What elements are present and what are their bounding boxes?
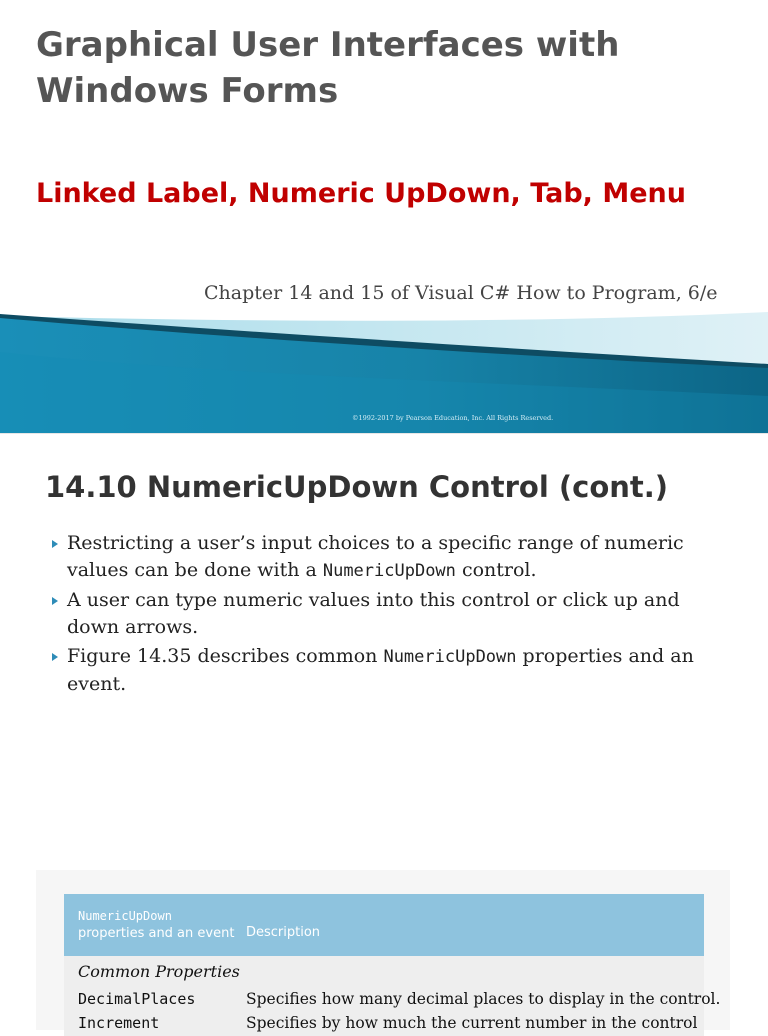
bullet-code: NumericUpDown [383, 647, 517, 667]
title-slide [0, 0, 768, 433]
bullet-text-end: control. [455, 559, 537, 581]
table-header [64, 894, 704, 956]
bullet-arrow-icon [52, 597, 58, 605]
table-section-title: Common Properties [78, 962, 240, 981]
bullet-item [50, 643, 730, 698]
table-cell-description: Specifies by how much the current number in the control [246, 1014, 698, 1032]
table-header-text: properties and an event [78, 926, 235, 941]
bullet-text-end: properties and an event. [67, 645, 694, 695]
bullet-item [50, 530, 730, 585]
bullet-arrow-icon [52, 540, 58, 548]
bullet-item [50, 587, 730, 641]
copyright-notice: ©1992-2017 by Pearson Education, Inc. All Rights Reserved. [352, 414, 554, 422]
table-body [64, 956, 721, 1036]
table-header-description: Description [246, 925, 321, 940]
bullet-arrow-icon [52, 653, 58, 661]
chapter-reference: Chapter 14 and 15 of Visual C# How to Program, 6/e [204, 282, 718, 304]
table-cell-property: Increment [78, 1014, 160, 1032]
bullet-list [50, 530, 730, 700]
properties-table-figure [36, 870, 730, 1030]
bullet-text: A user can type numeric values into this control or click up and down arrows. [67, 589, 680, 638]
content-slide [0, 434, 768, 1032]
slide-title: Graphical User Interfaces with Windows Forms [36, 25, 620, 111]
bullet-text: Restricting a user’s input choices to a specific range of numeric values can be done with a [67, 532, 684, 581]
slide-heading: 14.10 NumericUpDown Control (cont.) [45, 470, 669, 504]
table-cell-property: DecimalPlaces [78, 990, 196, 1008]
bullet-text: Figure 14.35 describes common [67, 645, 384, 667]
table-header-code: NumericUpDown [78, 909, 172, 923]
slide-subtitle: Linked Label, Numeric UpDown, Tab, Menu [36, 178, 686, 209]
table-cell-description: Specifies how many decimal places to display in the control. [246, 990, 721, 1008]
table-header-column-1 [78, 908, 234, 942]
bullet-code: NumericUpDown [322, 561, 456, 581]
